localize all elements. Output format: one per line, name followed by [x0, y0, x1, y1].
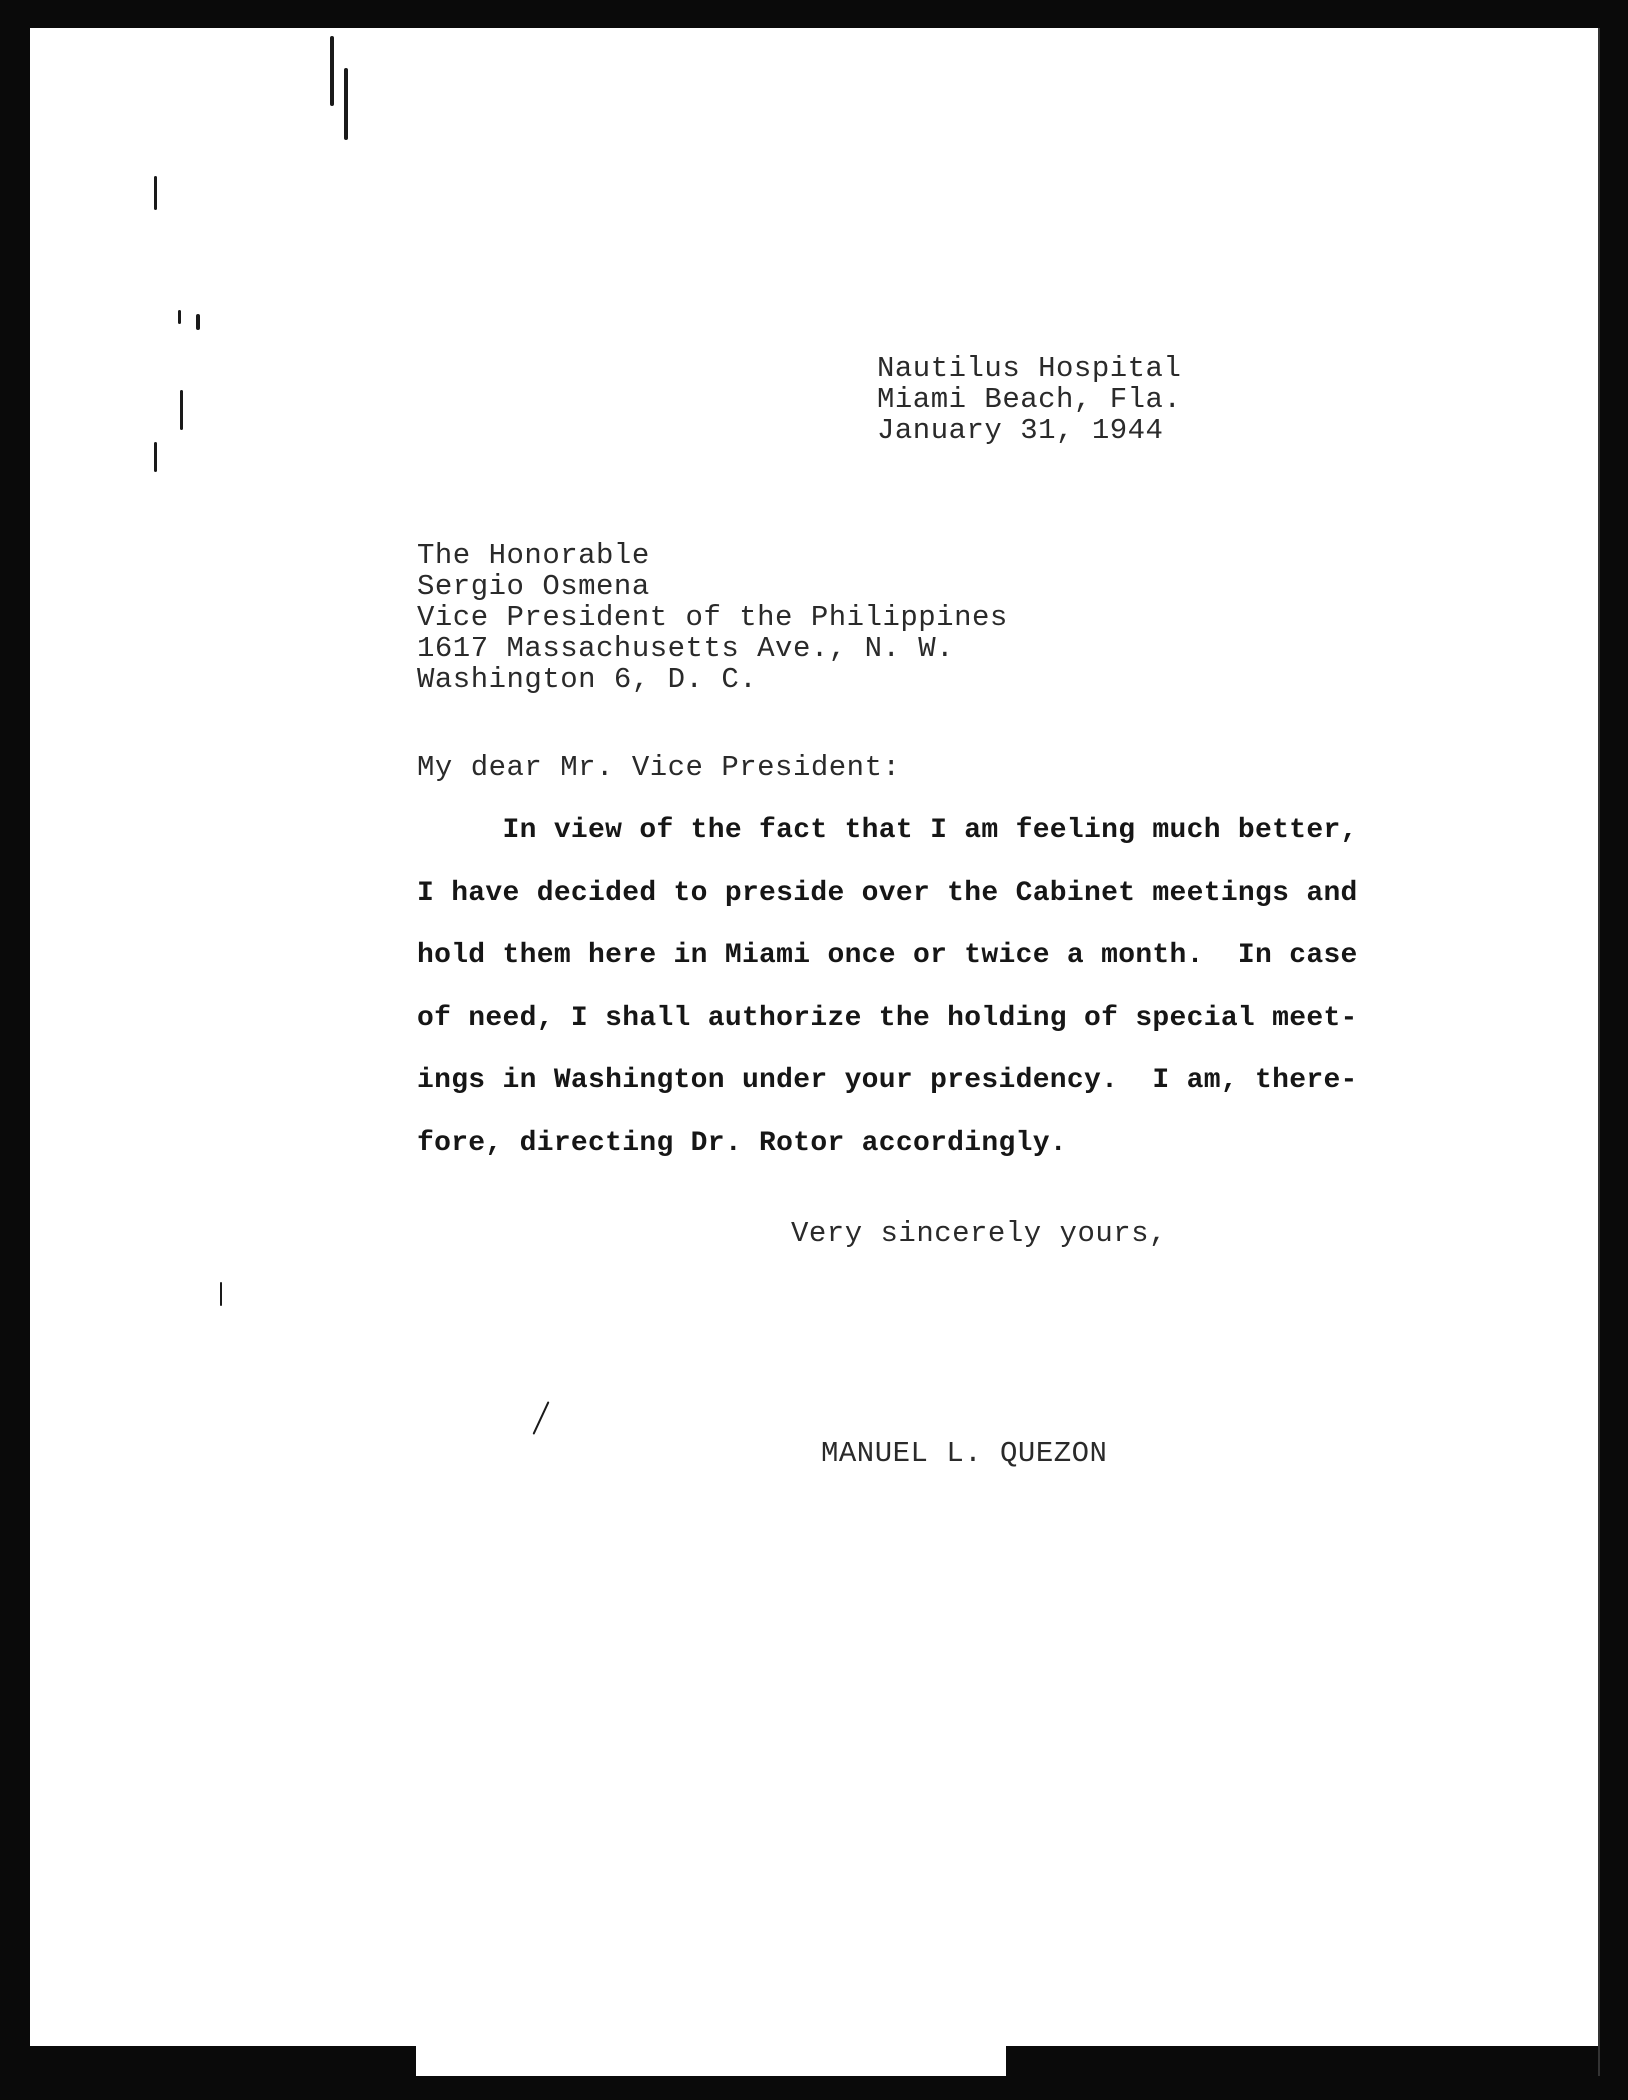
complimentary-close — [791, 1218, 1167, 1249]
letter-body — [417, 800, 1358, 1175]
margin-mark — [178, 310, 181, 324]
margin-mark — [154, 176, 157, 210]
recipient-address-line: Sergio Osmena — [417, 570, 650, 603]
margin-mark — [180, 390, 183, 430]
recipient-address-line: Washington 6, D. C. — [417, 663, 758, 696]
letter-date: January 31, 1944 — [877, 414, 1164, 447]
margin-mark — [220, 1282, 222, 1306]
sender-address — [877, 353, 1181, 446]
salutation — [417, 752, 900, 783]
margin-mark — [330, 36, 334, 106]
salutation-text: My dear Mr. Vice President: — [417, 751, 901, 784]
recipient-address-line: The Honorable — [417, 539, 650, 572]
signature-name: MANUEL L. QUEZON — [821, 1437, 1108, 1470]
body-line: hold them here in Miami once or twice a month. In case — [417, 940, 1358, 971]
body-line: I have decided to preside over the Cabinet meetings and — [417, 877, 1358, 909]
body-line: ings in Washington under your presidency. I am, there- — [417, 1065, 1358, 1096]
page-edge — [1598, 28, 1600, 2076]
recipient-address-line: 1617 Massachusetts Ave., N. W. — [417, 632, 955, 665]
sender-address-line: Nautilus Hospital — [877, 352, 1182, 385]
margin-mark — [344, 68, 348, 140]
recipient-address-line: Vice President of the Philippines — [417, 601, 1008, 634]
margin-mark — [154, 442, 157, 472]
sender-address-line: Miami Beach, Fla. — [877, 383, 1182, 416]
closing-text: Very sincerely yours, — [791, 1217, 1167, 1250]
recipient-address — [417, 540, 1008, 695]
signature-block — [821, 1438, 1107, 1469]
body-line: fore, directing Dr. Rotor accordingly. — [417, 1127, 1067, 1159]
letter-page — [30, 28, 1600, 2076]
margin-mark — [196, 314, 200, 330]
body-line: of need, I shall authorize the holding of special meet- — [417, 1002, 1358, 1034]
scan-border-tab — [416, 2032, 1006, 2076]
body-line: In view of the fact that I am feeling much better, — [417, 815, 1358, 846]
margin-mark — [532, 1401, 549, 1434]
